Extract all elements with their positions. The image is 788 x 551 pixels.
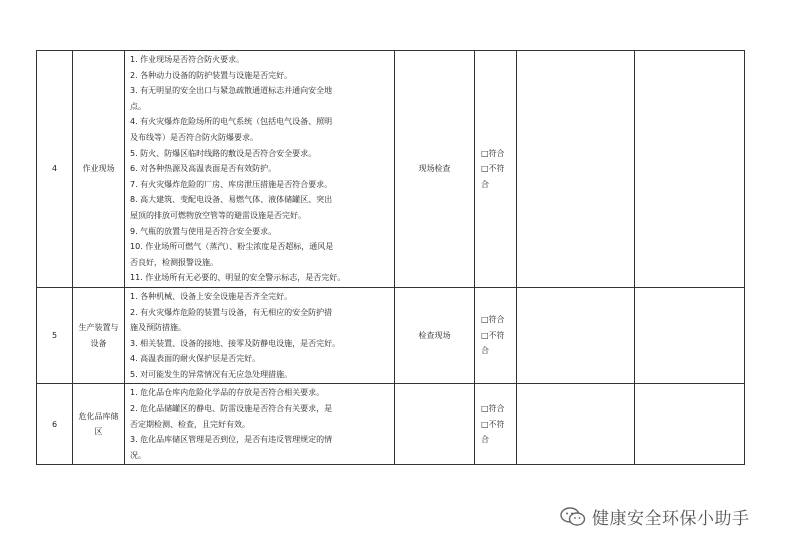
blank-cell[interactable]	[517, 51, 635, 288]
option-conform[interactable]: □符合	[481, 148, 505, 158]
content-line: 2. 危化品储罐区的静电、防雷设施是否符合有关要求，是	[130, 404, 333, 414]
content-line: 9. 气瓶的放置与使用是否符合安全要求。	[130, 226, 277, 236]
content-line: 及布线等）是否符合防火防爆要求。	[130, 132, 258, 142]
content-line: 11. 作业场所有无必要的、明显的安全警示标志，是否完好。	[130, 273, 346, 283]
content-line: 1. 危化品仓库内危险化学品的存放是否符合相关要求。	[130, 388, 325, 398]
table-row	[37, 384, 745, 465]
result-options	[475, 51, 517, 288]
content-line: 7. 有火灾爆炸危险的厂房、库房泄压措施是否符合要求。	[130, 179, 333, 189]
content-line: 5. 防火、防爆区临时线路的敷设是否符合安全要求。	[130, 148, 317, 158]
row-number: 4	[37, 51, 73, 288]
content-line: 6. 对各种热源及高温表面是否有效防护。	[130, 164, 277, 174]
content-line: 1. 作业现场是否符合防火要求。	[130, 55, 245, 64]
result-options	[475, 287, 517, 384]
content-line: 点。	[130, 101, 146, 111]
row-number: 5	[37, 287, 73, 384]
content-line: 3. 危化品库储区管理是否到位，是否有违反管理规定的情	[130, 435, 333, 445]
blank-cell[interactable]	[635, 51, 745, 288]
content-line: 施及预防措施。	[130, 323, 186, 333]
content-line: 屋顶的排放可燃物放空管等的避雷设施是否完好。	[130, 210, 306, 220]
content-line: 10. 作业场所可燃气（蒸汽）、粉尘浓度是否超标，通风是	[130, 242, 334, 252]
option-nonconform-cont: 合	[481, 179, 489, 189]
inspection-checklist-table	[36, 50, 745, 465]
table-row	[37, 51, 745, 288]
content-line: 况。	[130, 450, 146, 460]
option-conform[interactable]: □符合	[481, 404, 505, 414]
inspection-item: 生产装置与设备	[73, 287, 125, 384]
content-line: 4. 有火灾爆炸危险场所的电气系统（包括电气设备、照明	[130, 117, 333, 127]
content-line: 8. 高大建筑、变配电设备、易燃气体、液体储罐区、突出	[130, 195, 333, 205]
blank-cell[interactable]	[635, 287, 745, 384]
content-line: 4. 高温表面的耐火保护层是否完好。	[130, 354, 261, 364]
result-options	[475, 384, 517, 465]
inspection-item: 作业现场	[73, 51, 125, 288]
content-line: 否良好，检测报警设施。	[130, 257, 218, 267]
content-line: 3. 相关装置、设备的接地、接零及防静电设施，是否完好。	[130, 338, 341, 348]
blank-cell[interactable]	[635, 384, 745, 465]
wechat-icon	[560, 507, 586, 527]
blank-cell[interactable]	[517, 384, 635, 465]
watermark-text: 健康安全环保小助手	[592, 509, 750, 529]
inspection-content	[125, 384, 395, 465]
row-number: 6	[37, 384, 73, 465]
option-nonconform-cont: 合	[481, 346, 489, 356]
option-conform[interactable]: □符合	[481, 315, 505, 325]
content-line: 否定期检测、检查，且完好有效。	[130, 419, 250, 429]
option-nonconform[interactable]: □不符	[481, 330, 505, 340]
table-row	[37, 287, 745, 384]
inspection-content	[125, 51, 395, 288]
inspection-method: 现场检查	[395, 51, 475, 288]
watermark	[560, 504, 750, 529]
content-line: 2. 有火灾爆炸危险的装置与设备，有无相应的安全防护措	[130, 307, 333, 317]
blank-cell[interactable]	[517, 287, 635, 384]
inspection-item: 危化品库储区	[73, 384, 125, 465]
option-nonconform-cont: 合	[481, 435, 489, 445]
content-line: 2. 各种动力设备的防护装置与设施是否完好。	[130, 70, 293, 80]
content-line: 5. 对可能发生的异常情况有无应急处理措施。	[130, 369, 293, 379]
content-line: 3. 有无明显的安全出口与紧急疏散通道标志并通向安全地	[130, 86, 333, 96]
inspection-method	[395, 384, 475, 465]
option-nonconform[interactable]: □不符	[481, 419, 505, 429]
content-line: 1. 各种机械、设备上安全设施是否齐全完好。	[130, 291, 293, 301]
option-nonconform[interactable]: □不符	[481, 164, 505, 174]
inspection-content	[125, 287, 395, 384]
inspection-method: 检查现场	[395, 287, 475, 384]
